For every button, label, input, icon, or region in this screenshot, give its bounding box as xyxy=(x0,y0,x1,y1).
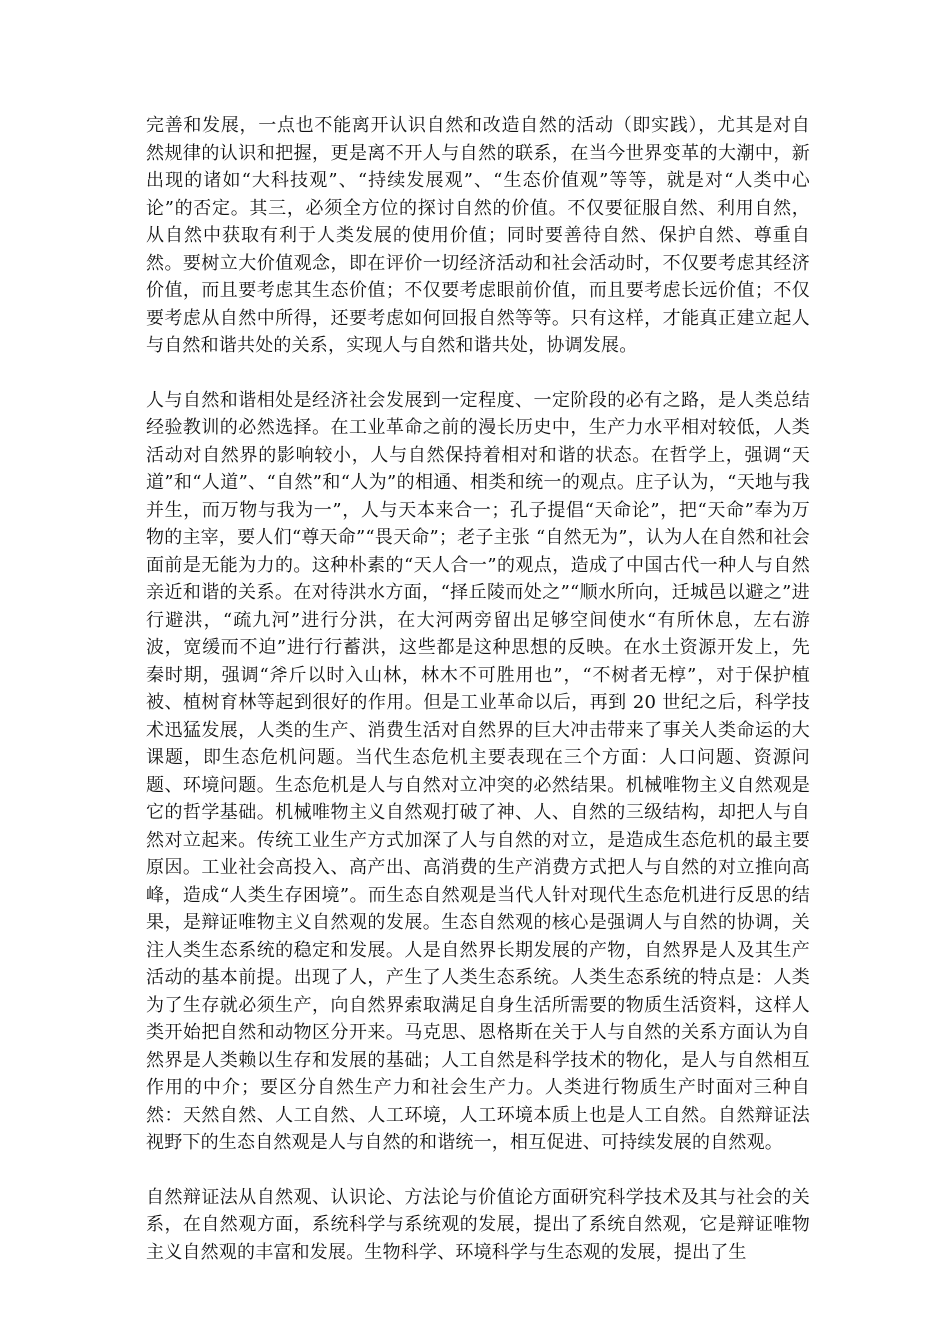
paragraph-1: 完善和发展，一点也不能离开认识自然和改造自然的活动（即实践），尤其是对自然规律的认识和把握，更是离不开人与自然的联系，在当今世界变革的大潮中，新出现的诸如“大科技观”、“持续发展观”、“生态价值观”等等，就是对“人类中心论”的否定。其三，必须全方位的探讨自然的价值。不仅要征服自然、利用自然，从自然中获取有利于人类发展的使用价值；同时要善待自然、保护自然、尊重自然。要树立大价值观念，即在评价一切经济活动和社会活动时，不仅要考虑其经济价值，而且要考虑其生态价值；不仅要考虑眼前价值，而且要考虑长远价值；不仅要考虑从自然中所得，还要考虑如何回报自然等等。只有这样，才能真正建立起人与自然和谐共处的关系，实现人与自然和谐共处，协调发展。 xyxy=(146,115,810,356)
paragraph-3: 自然辩证法从自然观、认识论、方法论与价值论方面研究科学技术及其与社会的关系，在自然观方面，系统科学与系统观的发展，提出了系统自然观，它是辩证唯物主义自然观的丰富和发展。生物科学、环境科学与生态观的发展，提出了生 xyxy=(146,1186,810,1263)
document-page xyxy=(146,112,810,1266)
paragraph-2: 人与自然和谐相处是经济社会发展到一定程度、一定阶段的必有之路，是人类总结经验教训的必然选择。在工业革命之前的漫长历史中，生产力水平相对较低，人类活动对自然界的影响较小，人与自然保持着相对和谐的状态。在哲学上，强调“天道”和“人道”、“自然”和“人为”的相通、相类和统一的观点。庄子认为，“天地与我并生，而万物与我为一”，人与天本来合一；孔子提倡“天命论”，把“天命”奉为万物的主宰，要人们“尊天命”“畏天命”；老子主张 “自然无为”，认为人在自然和社会面前是无能为力的。这种朴素的“天人合一”的观点，造成了中国古代一种人与自然亲近和谐的关系。在对待洪水方面，“择丘陵而处之”“顺水所向，迁城邑以避之”进行避洪，“疏九河”进行分洪，在大河两旁留出足够空间使水“有所休息，左右游波，宽缓而不迫”进行行蓄洪，这些都是这种思想的反映。在水土资源开发上，先秦时期，强调“斧斤以时入山林，林木不可胜用也”，“不树者无椁”，对于保护植被、植树育林等起到很好的作用。但是工业革命以后，再到 20 世纪之后，科学技术迅猛发展，人类的生产、消费生活对自然界的巨大冲击带来了事关人类命运的大课题，即生态危机问题。当代生态危机主要表现在三个方面：人口问题、资源问题、环境问题。生态危机是人与自然对立冲突的必然结果。机械唯物主义自然观是它的哲学基础。机械唯物主义自然观打破了神、人、自然的三级结构，却把人与自然对立起来。传统工业生产方式加深了人与自然的对立，是造成生态危机的最主要原因。工业社会高投入、高产出、高消费的生产消费方式把人与自然的对立推向高峰，造成“人类生存困境”。而生态自然观是当代人针对现代生态危机进行反思的结果，是辩证唯物主义自然观的发展。生态自然观的核心是强调人与自然的协调，关注人类生态系统的稳定和发展。人是自然界长期发展的产物，自然界是人及其生产活动的基本前提。出现了人，产生了人类生态系统。人类生态系统的特点是：人类为了生存就必须生产，向自然界索取满足自身生活所需要的物质生活资料，这样人类开始把自然和动物区分开来。马克思、恩格斯在关于人与自然的关系方面认为自然界是人类赖以生存和发展的基础；人工自然是科学技术的物化，是人与自然相互作用的中介；要区分自然生产力和社会生产力。人类进行物质生产时面对三种自然：天然自然、人工自然、人工环境，人工环境本质上也是人工自然。自然辩证法视野下的生态自然观是人与自然的和谐统一，相互促进、可持续发展的自然观。 xyxy=(146,389,810,1153)
